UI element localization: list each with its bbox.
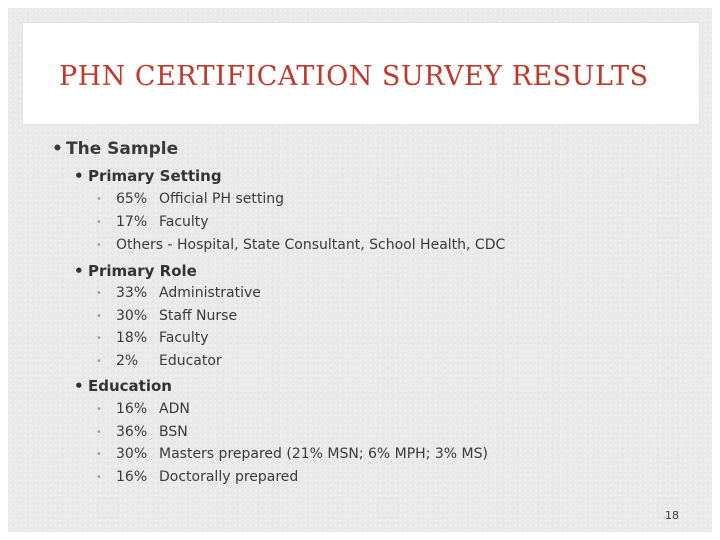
bullet-icon: • <box>74 167 84 185</box>
item-text: ADN <box>159 401 190 417</box>
bullet-icon: • <box>52 139 63 159</box>
item-percent: 30% <box>116 308 148 324</box>
item-text: Faculty <box>159 330 209 346</box>
bullet-icon: • <box>74 262 84 280</box>
item-text: Staff Nurse <box>159 308 238 324</box>
item-percent: 33% <box>116 285 148 301</box>
group-heading-education: Education <box>88 377 172 395</box>
bullet-icon: • <box>96 311 102 322</box>
slide-content <box>8 8 712 532</box>
item-percent: 65% <box>116 191 148 207</box>
section-heading: The Sample <box>66 139 179 159</box>
item-percent: 16% <box>116 469 148 485</box>
list-item <box>96 285 261 301</box>
group-heading-primary-role: Primary Role <box>88 262 197 280</box>
list-item <box>96 469 299 485</box>
item-text: Educator <box>159 353 222 369</box>
group-heading-primary-setting: Primary Setting <box>88 167 222 185</box>
list-item <box>96 214 209 230</box>
bullet-icon: • <box>96 472 102 483</box>
bullet-icon: • <box>96 449 102 460</box>
item-text: Official PH setting <box>159 191 285 207</box>
slide <box>8 8 712 532</box>
item-text: Doctorally prepared <box>159 469 299 485</box>
item-percent: 18% <box>116 330 148 346</box>
item-percent: 16% <box>116 401 148 417</box>
bullet-icon: • <box>96 240 102 251</box>
bullet-icon: • <box>96 333 102 344</box>
list-item <box>96 401 190 417</box>
list-item <box>96 330 209 346</box>
bullet-icon: • <box>74 377 84 395</box>
list-item <box>96 424 188 440</box>
bullet-icon: • <box>96 217 102 228</box>
item-text: Others - Hospital, State Consultant, School Health, CDC <box>116 237 506 253</box>
list-item <box>96 308 238 324</box>
page-number: 18 <box>665 509 679 522</box>
item-text: Faculty <box>159 214 209 230</box>
item-text: Masters prepared (21% MSN; 6% MPH; 3% MS) <box>159 446 488 462</box>
bullet-icon: • <box>96 288 102 299</box>
bullet-icon: • <box>96 427 102 438</box>
list-item <box>96 237 506 253</box>
list-item <box>96 353 222 369</box>
item-text: BSN <box>159 424 188 440</box>
list-item <box>96 191 285 207</box>
bullet-icon: • <box>96 194 102 205</box>
bullet-icon: • <box>96 404 102 415</box>
item-percent: 30% <box>116 446 148 462</box>
item-percent: 2% <box>116 353 139 369</box>
item-percent: 36% <box>116 424 148 440</box>
slide-title: PHN CERTIFICATION SURVEY RESULTS <box>59 61 649 92</box>
list-item <box>96 446 488 462</box>
item-percent: 17% <box>116 214 148 230</box>
item-text: Administrative <box>159 285 261 301</box>
bullet-icon: • <box>96 356 102 367</box>
